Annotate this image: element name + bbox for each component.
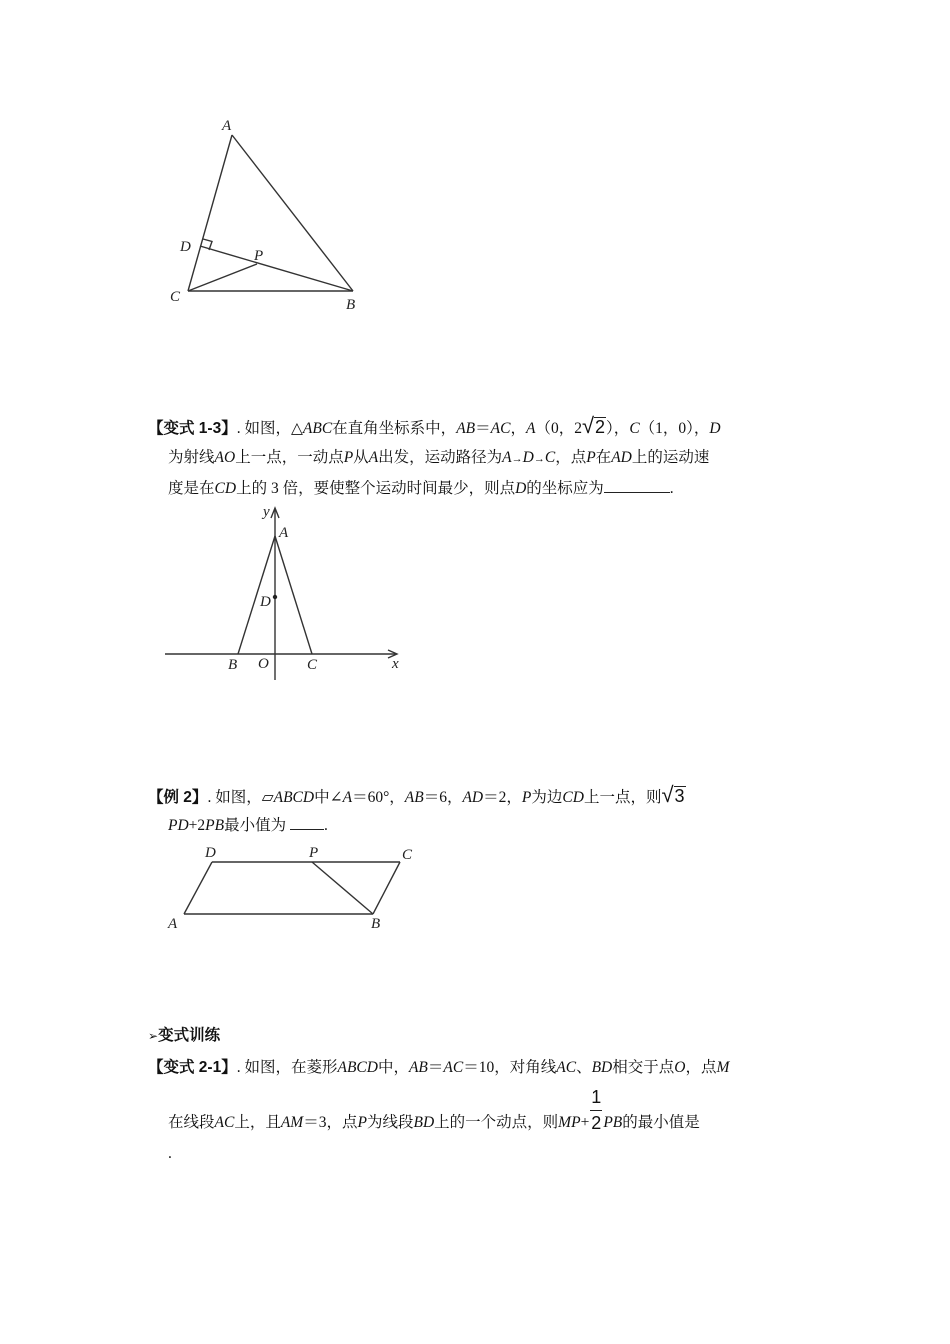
label-c: C (307, 657, 318, 673)
bianshi-2-1-line1: 【变式 2-1】. 如图，在菱形ABCD中，AB＝AC＝10，对角线AC、BD相交于点O，点M (148, 1059, 730, 1076)
segment-cb (373, 862, 400, 914)
label-d: D (205, 845, 216, 861)
label-b: B (371, 916, 381, 932)
label-b: B (346, 297, 356, 313)
segment-cp (188, 264, 257, 291)
segment-ac (188, 135, 232, 291)
label-p: P (309, 845, 319, 861)
label-a: A (279, 525, 289, 541)
label-b: B (228, 657, 238, 673)
label-a: A (168, 916, 178, 932)
section-title: 变式训练 (158, 1027, 221, 1044)
bianshi-2-1-line2: 在线段AC上，且AM＝3，点P为线段BD上的一个动点，则MP+ $\frac{1}{2}$ PB的最小值是 (168, 1087, 700, 1133)
li-2-tag: 【例 2】 (148, 789, 208, 806)
bianshi-2-1-line3: . (168, 1145, 172, 1162)
segment-ac (275, 536, 312, 654)
label-c: C (402, 847, 413, 863)
segment-db (200, 246, 353, 291)
bianshi-2-1-tag: 【变式 2-1】 (148, 1059, 237, 1076)
bianshi-1-3-line1: 【变式 1-3】. 如图，△ABC在直角坐标系中，AB＝AC，A（0，2√2），C（1，0），D (148, 413, 721, 438)
arrow-marker-icon: ➢ (148, 1029, 159, 1043)
figure-triangle-abc (160, 110, 380, 320)
li-2-line2: PD+2PB最小值为 . (168, 817, 328, 834)
label-o: O (258, 656, 269, 672)
label-d: D (260, 594, 271, 610)
segment-ad (184, 862, 212, 914)
answer-blank[interactable] (604, 478, 670, 493)
sqrt-3: √3 (661, 782, 685, 807)
label-x: x (392, 656, 399, 672)
figure-parallelogram (160, 840, 420, 935)
point-d (273, 595, 277, 599)
bianshi-1-3-line3: 度是在CD上的 3 倍，要使整个运动时间最少，则点D的坐标应为 . (168, 480, 674, 497)
bianshi-1-3-tag: 【变式 1-3】 (148, 420, 237, 437)
label-p: P (254, 248, 264, 264)
segment-pb (312, 862, 373, 914)
label-c: C (170, 289, 181, 305)
li-2-line1: 【例 2】. 如图，▱ABCD中∠A＝60°，AB＝6，AD＝2，P为边CD上一点，则√3 (148, 782, 685, 807)
segment-ab (232, 135, 353, 291)
bianshi-1-3-line2: 为射线AO上一点，一动点P从A出发，运动路径为A→D→C，点P在AD上的运动速 (168, 449, 710, 466)
figure-coordinate-plane (160, 500, 410, 685)
fraction-one-half: $\frac{1}{2}$ (591, 1087, 602, 1133)
answer-blank[interactable] (290, 815, 324, 830)
label-y: y (263, 504, 270, 520)
label-a: A (222, 118, 232, 134)
section-header (148, 1026, 220, 1046)
label-d: D (180, 239, 191, 255)
sqrt-2: √2 (581, 413, 606, 438)
